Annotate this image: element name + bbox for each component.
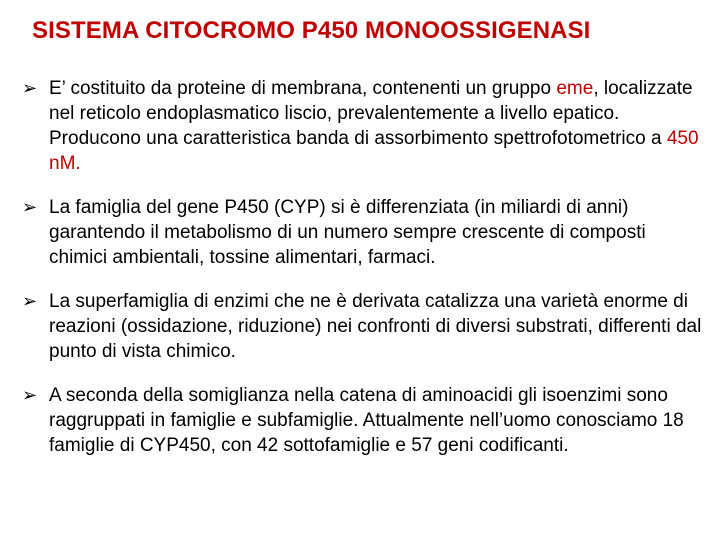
arrow-head-icon: ➢ [22,78,38,98]
bullet-list [22,76,702,477]
bullet-text-highlight: M. [59,153,81,174]
bullet-text: La superfamiglia di enzimi che ne è derivata catalizza una varietà enorme di reazioni (ossidazione, riduzione) nei confronti di diversi substrati, differenti dal punto di vista chimico. [49,291,702,362]
bullet-text-highlight: 450 n [49,128,699,174]
slide-title: SISTEMA CITOCROMO P450 MONOOSSIGENASI [32,17,591,44]
bullet-text-segment: E’ costituito da proteine di membrana, contenenti un gruppo [49,78,557,99]
bullet-text [49,78,699,174]
bullet-item [22,289,702,364]
bullet-item [22,195,702,270]
bullet-item [22,383,702,458]
bullet-item [22,76,702,176]
bullet-text: La famiglia del gene P450 (CYP) si è differenziata (in miliardi di anni) garantendo il metabolismo di un numero sempre crescente di composti chimici ambientali, tossine alimentari, farmaci. [49,197,646,268]
bullet-text-segment: , localizzate nel reticolo endoplasmatico liscio, prevalentemente a livello epatico. Producono una caratteristica banda di assorbimento spettrofotometrico a [49,78,693,149]
arrow-head-icon: ➢ [22,197,38,217]
bullet-text: A seconda della somiglianza nella catena di aminoacidi gli isoenzimi sono raggruppati in famiglie e subfamiglie. Attualmente nell’uomo conosciamo 18 famiglie di CYP450, con 42 sottofamiglie e 57 geni codificanti. [49,385,684,456]
bullet-text-highlight: eme [556,78,594,99]
arrow-head-icon: ➢ [22,385,38,405]
arrow-head-icon: ➢ [22,291,38,311]
